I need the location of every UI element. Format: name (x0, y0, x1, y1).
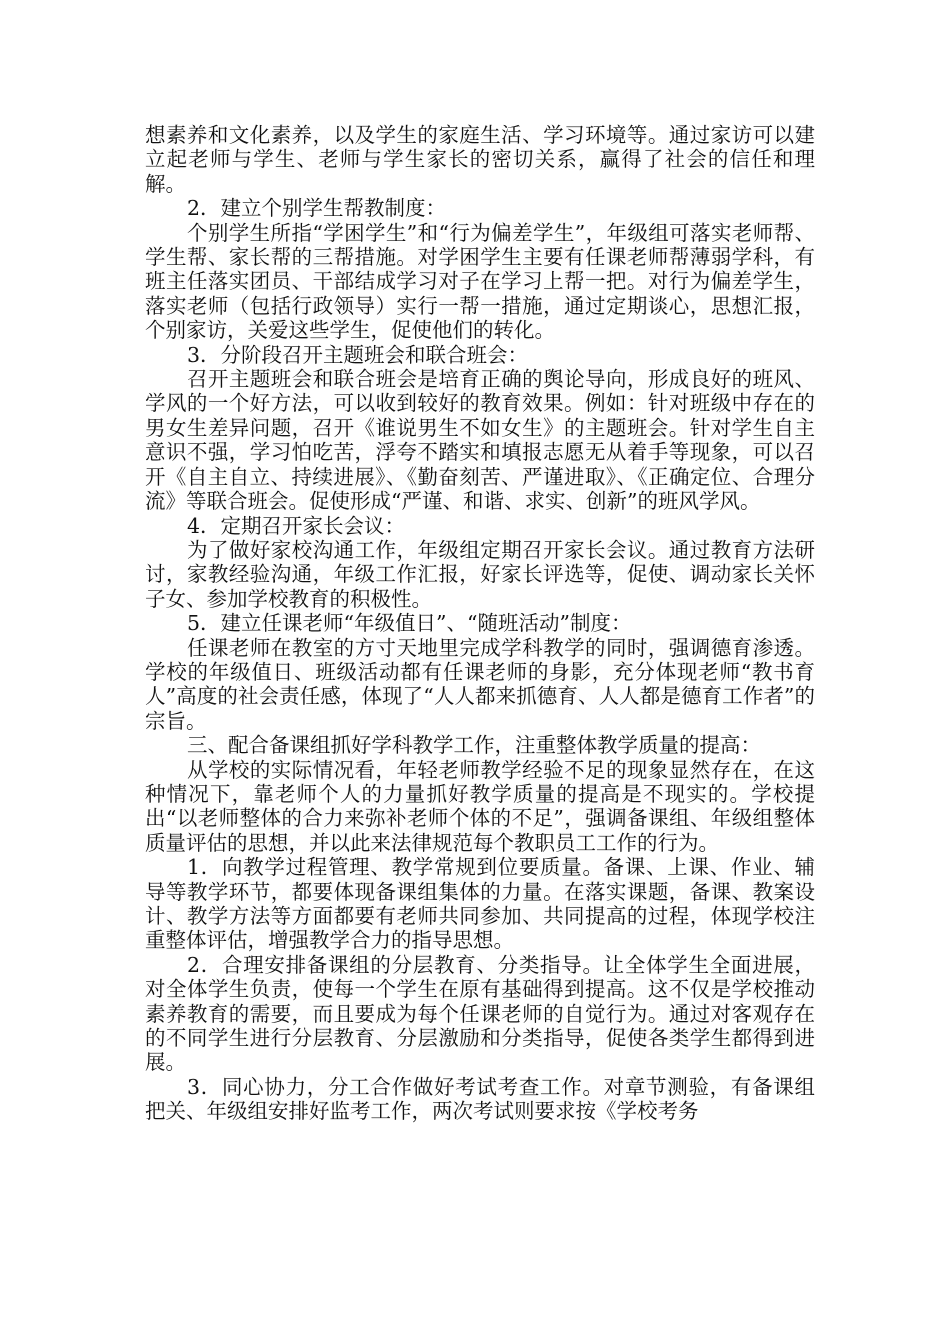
paragraph-item-three: 3．同心协力，分工合作做好考试考查工作。对章节测验，有备课组把关、年级组安排好监考工作，两次考试则要求按《学校考务 (145, 1074, 815, 1124)
paragraph-individual-help: 个别学生所指“学困学生”和“行为偏差学生”，年级组可落实老师帮、学生帮、家长帮的三帮措施。对学困学生主要有任课老师帮薄弱学科，有班主任落实团员、干部结成学习对子在学习上帮一把。对行为偏差学生，落实老师（包括行政领导）实行一帮一措施，通过定期谈心，思想汇报，个别家访，关爱这些学生，促使他们的转化。 (145, 220, 815, 343)
paragraph-section-three: 从学校的实际情况看，年轻老师教学经验不足的现象显然存在，在这种情况下，靠老师个人的力量抓好教学质量的提高是不现实的。学校提出“以老师整体的合力来弥补老师个体的不足”，强调备课组、年级组整体质量评估的思想，并以此来法律规范每个教职员工工作的行为。 (145, 757, 815, 855)
heading-individual-help-system: 2．建立个别学生帮教制度： (187, 196, 447, 221)
paragraph-teacher-duty-system: 任课老师在教室的方寸天地里完成学科教学的同时，强调德育渗透。学校的年级值日、班级活动都有任课老师的身影，充分体现老师“教书育人”高度的社会责任感，体现了“人人都来抓德育、人人都是德育工作者”的宗旨。 (145, 635, 815, 733)
heading-parent-meetings: 4．定期召开家长会议： (187, 513, 406, 538)
heading-teacher-duty-system: 5．建立任课老师“年级值日”、“随班活动”制度： (187, 611, 632, 636)
paragraph-item-two: 2．合理安排备课组的分层教育、分类指导。让全体学生全面进展，对全体学生负责，使每一个学生在原有基础得到提高。这不仅是学校推动素养教育的需要，而且要成为每个任课老师的自觉行为。通过对客观存在的不同学生进行分层教育、分层激励和分类指导，促使各类学生都得到进展。 (145, 952, 815, 1075)
heading-section-three: 三、配合备课组抓好学科教学工作，注重整体教学质量的提高： (187, 733, 761, 758)
document-body (145, 123, 815, 1124)
paragraph-parent-meetings: 为了做好家校沟通工作，年级组定期召开家长会议。通过教育方法研讨，家教经验沟通，年级工作汇报，好家长评选等，促使、调动家长关怀子女、参加学校教育的积极性。 (145, 537, 815, 611)
paragraph-theme-class-meetings: 召开主题班会和联合班会是培育正确的舆论导向，形成良好的班风、学风的一个好方法，可以收到较好的教育效果。例如：针对班级中存在的男女生差异问题，召开《谁说男生不如女生》的主题班会。针对学生自主意识不强，学习怕吃苦，浮夸不踏实和填报志愿无从着手等现象，可以召开《自主自立、持续进展》、《勤奋刻苦、严谨进取》、《正确定位、合理分流》等联合班会。促使形成“严谨、和谐、求实、创新”的班风学风。 (145, 367, 815, 514)
paragraph-item-one: 1．向教学过程管理、教学常规到位要质量。备课、上课、作业、辅导等教学环节，都要体现备课组集体的力量。在落实课题，备课、教案设计、教学方法等方面都要有老师共同参加、共同提高的过程，体现学校注重整体评估，增强教学合力的指导思想。 (145, 855, 815, 953)
paragraph-continuation: 想素养和文化素养，以及学生的家庭生活、学习环境等。通过家访可以建立起老师与学生、老师与学生家长的密切关系，赢得了社会的信任和理解。 (145, 123, 815, 196)
heading-theme-class-meetings: 3．分阶段召开主题班会和联合班会： (187, 342, 529, 367)
